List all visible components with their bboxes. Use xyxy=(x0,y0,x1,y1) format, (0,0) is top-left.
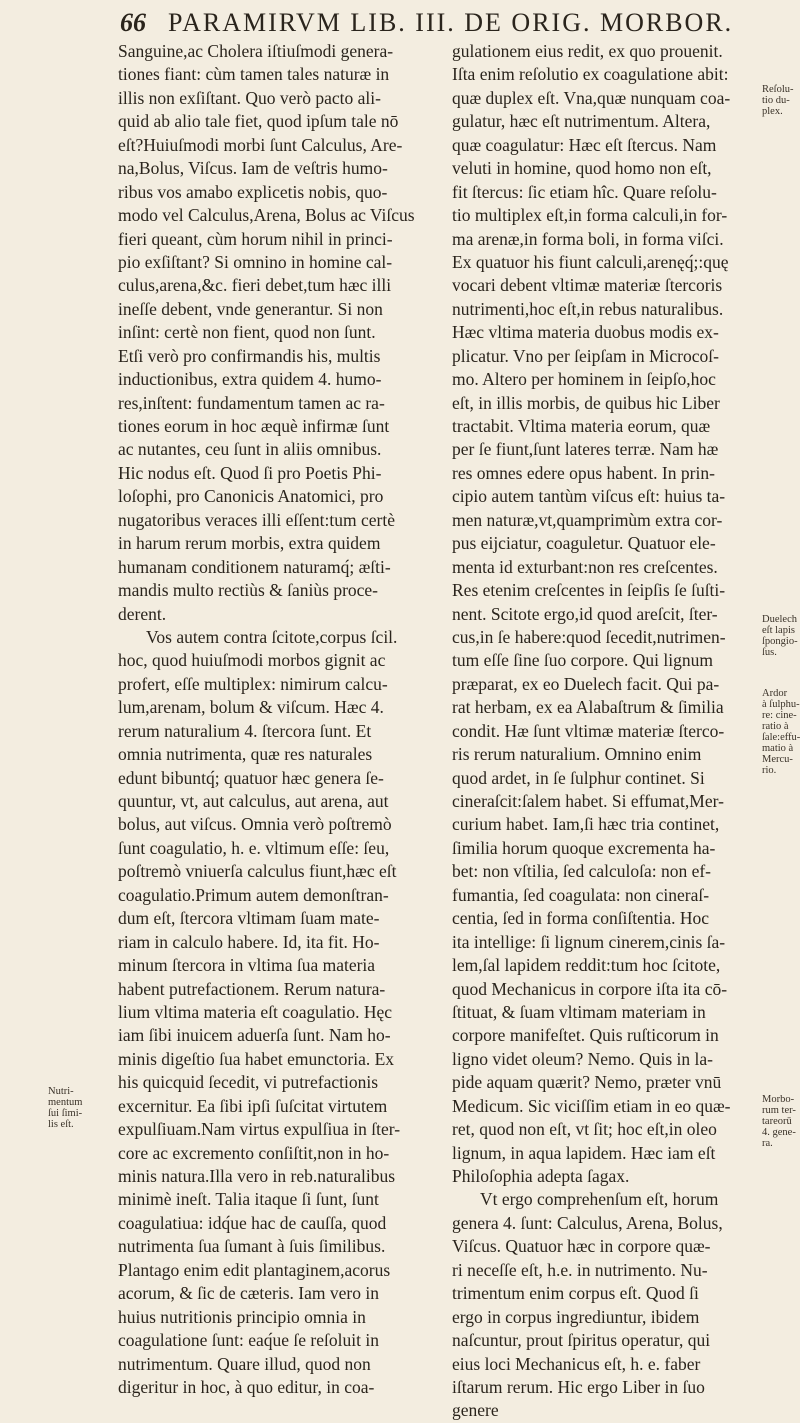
text-line: nent. Scitote ergo,id quod areſcit, ſter- xyxy=(452,603,718,624)
text-line: ligno videt oleum? Nemo. Quis in la- xyxy=(452,1048,713,1069)
text-line: curium habet. Iam,ſi hæc tria continet, xyxy=(452,814,720,835)
page-header xyxy=(120,8,760,42)
text-line: his quicquid ſecedit, vi putrefactionis xyxy=(118,1072,379,1093)
text-line: cus,in ſe habere:quod ſecedit,nutrimen- xyxy=(452,626,726,647)
text-line: lignum, in aqua lapidem. Hæc iam eſt xyxy=(452,1142,716,1163)
text-line: acorum, & ſic de cæteris. Iam vero in xyxy=(118,1283,379,1304)
text-line: mandis multo rectiùs & ſaniùs proce- xyxy=(118,580,379,601)
text-line: ri neceſſe eſt, h.e. in nutrimento. Nu- xyxy=(452,1259,708,1280)
text-line: quæ coagulatur: Hæc eſt ſtercus. Nam xyxy=(452,134,717,155)
text-line: men naturæ,vt,quamprimùm extra cor- xyxy=(452,509,723,530)
text-line: res,inſtent: fundamentum tamen ac ra- xyxy=(118,392,385,413)
text-line: tum eſſe ſine ſuo corpore. Qui lignum xyxy=(452,650,713,671)
text-line: modo vel Calculus,Arena, Bolus ac Viſcus xyxy=(118,205,415,226)
text-line: poſtremò vniuerſa calculus fiunt,hæc eſt xyxy=(118,861,397,882)
text-line: fieri queant, cùm horum nihil in princi- xyxy=(118,228,393,249)
text-line: res omnes edere opus habent. In prin- xyxy=(452,462,715,483)
text-line: menta id exturbant:non res creſcentes. xyxy=(452,556,718,577)
text-line: corpore manifeſtet. Quis ruſticorum in xyxy=(452,1025,719,1046)
text-line: genere xyxy=(452,1400,499,1421)
text-line: ſimilia horum quoque excrementa ha- xyxy=(452,837,716,858)
margin-note: Nutri- mentum ſui ſimi- lis eſt. xyxy=(48,1086,83,1130)
text-line: minum ſtercora in vltima ſua materia xyxy=(118,955,376,976)
text-line: Ex quatuor his fiunt calculi,arenęq́;:quę xyxy=(452,251,729,272)
text-line: loſophi, pro Canonicis Anatomici, pro xyxy=(118,486,384,507)
text-line: condit. Hæ ſunt vltimæ materiæ ſterco- xyxy=(452,720,725,741)
text-line: præparat, ex eo Duelech facit. Qui pa- xyxy=(452,673,720,694)
text-line: core ac excremento conſiſtit,non in ho- xyxy=(118,1142,390,1163)
text-line: Sanguine,ac Cholera iſtiuſmodi genera- xyxy=(118,41,394,61)
text-line: lem,ſal lapidem reddit:tum hoc ſcitote, xyxy=(452,955,721,976)
text-line: Iſta enim reſolutio ex coagulatione abit: xyxy=(452,64,729,85)
text-line: quod Mechanicus in corpore iſta ita cō- xyxy=(452,978,728,999)
text-line: inſint: certè non fient, quod non ſunt. xyxy=(118,322,376,343)
text-line: ac nutantes, ceu ſunt in aliis omnibus. xyxy=(118,439,382,460)
text-line: fumantia, ſed coagulata: non cineraſ- xyxy=(452,884,710,905)
text-line: minis digeſtio ſua habet emunctoria. Ex xyxy=(118,1048,395,1069)
text-line: centia, ſed in forma conſiſtentia. Hoc xyxy=(452,908,710,929)
text-line: mo. Altero per hominem in ſeipſo,hoc xyxy=(452,369,716,390)
text-line: na,Bolus, Viſcus. Iam de veſtris humo- xyxy=(118,158,388,179)
text-line: minis natura.Illa vero in reb.naturalibus xyxy=(118,1166,396,1186)
text-line: trimentum enim corpus eſt. Quod ſi xyxy=(452,1283,699,1304)
text-line: nutrimenta ſua ſumant à ſuis ſimilibus. xyxy=(118,1236,386,1257)
text-line: bet: non vſtilia, ſed calculoſa: non ef- xyxy=(452,861,712,882)
text-line: ergo in corpus ingrediuntur, ibidem xyxy=(452,1306,700,1327)
page-number: 66 xyxy=(120,8,146,37)
text-line: ribus vos amabo explicetis nobis, quo- xyxy=(118,181,388,202)
text-line: humanam conditionem naturamq́; æſti- xyxy=(118,556,391,577)
text-line: gulationem eius redit, ex quo prouenit. xyxy=(452,41,723,61)
text-line: bolus, aut viſcus. Omnia verò poſtremò xyxy=(118,814,392,835)
text-line: genera 4. ſunt: Calculus, Arena, Bolus, xyxy=(452,1212,723,1233)
text-line: quuntur, vt, aut calculus, aut arena, aut xyxy=(118,791,389,811)
text-line: quæ duplex eſt. Vna,quæ nunquam coa- xyxy=(452,87,731,108)
text-line: rerum naturalium 4. ſtercora ſunt. Et xyxy=(118,720,372,741)
text-line: pus eijciatur, coaguletur. Quatuor ele- xyxy=(452,533,716,554)
text-line: nutrimentum. Quare illud, quod non xyxy=(118,1353,371,1374)
text-line: edunt bibuntq́; quatuor hæc genera ſe- xyxy=(118,767,384,788)
text-line: Vos autem contra ſcitote,corpus ſcil. xyxy=(146,626,398,647)
text-line: riam in calculo habere. Id, ita fit. Ho- xyxy=(118,931,380,952)
text-line: minimè ineſt. Talia itaque ſi ſunt, ſunt xyxy=(118,1189,379,1210)
text-line: fit ſtercus: ſic etiam hîc. Quare reſolu- xyxy=(452,181,717,202)
text-line: expulſiuam.Nam virtus expulſiua in ſter- xyxy=(118,1119,401,1140)
text-line: habent putrefactionem. Rerum natura- xyxy=(118,978,386,999)
margin-note: Ardor à ſulphu- re: cine- ratio à ſale:effu- matio à Mercu- rio. xyxy=(762,688,800,776)
text-line: ſtituat, & ſuam vltimam materiam in xyxy=(452,1001,706,1022)
text-line: Philoſophia adepta ſagax. xyxy=(452,1166,630,1186)
text-line: lum,arenam, bolum & viſcum. Hæc 4. xyxy=(118,697,384,718)
text-line: cineraſcit:ſalem habet. Si effumat,Mer- xyxy=(452,791,724,811)
text-line: Hæc vltima materia duobus modis ex- xyxy=(452,322,719,343)
text-line: per ſe fiunt,ſunt lateres terræ. Nam hæ xyxy=(452,439,719,460)
text-line: coagulatio.Primum autem demonſtran- xyxy=(118,884,389,905)
text-line: ita intellige: ſi lignum cinerem,cinis ſa- xyxy=(452,931,726,952)
text-line: Plantago enim edit plantaginem,acorus xyxy=(118,1259,391,1280)
text-line: excernitur. Ea ſibi ipſi ſuſcitat virtutem xyxy=(118,1095,388,1116)
text-line: eſt, in illis morbis, de quibus hic Liber xyxy=(452,392,720,413)
text-line: iam ſibi inuicem aduerſa ſunt. Nam ho- xyxy=(118,1025,391,1046)
text-line: hoc, quod huiuſmodi morbos gignit ac xyxy=(118,650,386,671)
text-line: tractabit. Vltima materia eorum, quæ xyxy=(452,416,711,436)
text-line: ſunt coagulatio, h. e. vltimum eſſe: ſeu, xyxy=(118,837,390,858)
text-line: Res etenim creſcentes in ſeipſis ſe ſuſti- xyxy=(452,580,726,601)
text-line: inductionibus, extra quidem 4. humo- xyxy=(118,369,382,390)
text-line: Etſi verò pro confirmandis his, multis xyxy=(118,345,381,366)
text-line: rat herbam, ex ea Alabaſtrum & ſimilia xyxy=(452,697,724,718)
text-line: naſcuntur, prout ſpiritus operatur, qui xyxy=(452,1330,711,1351)
margin-note: Morbo- rum ter- tareorū 4. gene- ra. xyxy=(762,1094,796,1149)
text-line: lium vltima materia eſt coagulatio. Hęc xyxy=(118,1001,393,1022)
text-line: veluti in homine, quod homo non eſt, xyxy=(452,158,712,179)
margin-note: Reſolu- tio du- plex. xyxy=(762,84,794,117)
text-line: pio exſiſtant? Si omnino in homine cal- xyxy=(118,251,393,272)
text-line: nugatoribus veraces illi eſſent:tum certè xyxy=(118,509,395,530)
running-title: PARAMIRVM LIB. III. DE ORIG. MORBOR. xyxy=(168,8,734,37)
margin-note: Duelech eſt lapis ſpongio- ſus. xyxy=(762,614,798,658)
text-line: tiones fiant: cùm tamen tales naturæ in xyxy=(118,64,390,85)
text-line: iſtarum rerum. Hic ergo Liber in ſuo xyxy=(452,1376,705,1397)
text-line: quid ab alio tale fiet, quod ipſum tale nō xyxy=(118,111,399,132)
text-line: derent. xyxy=(118,603,167,624)
text-line: plicatur. Vno per ſeipſam in Microcoſ- xyxy=(452,345,719,366)
text-line: ret, quod non eſt, vt ſit; hoc eſt,in oleo xyxy=(452,1119,717,1140)
text-line: tiones eorum in hoc æquè infirmæ ſunt xyxy=(118,416,390,436)
text-line: coagulatione ſunt: eaq́ue ſe reſoluit in xyxy=(118,1330,379,1351)
text-line: tio multiplex eſt,in forma calculi,in for- xyxy=(452,205,728,226)
text-line: huius nutritionis principio omnia in xyxy=(118,1306,366,1327)
right-text-column xyxy=(452,40,756,1423)
text-line: coagulatiua: idq́ue hac de cauſſa, quod xyxy=(118,1212,387,1233)
text-line: pide aquam quærit? Nemo, præter vnū xyxy=(452,1072,722,1093)
text-line: nutrimenti,hoc eſt,in rebus naturalibus. xyxy=(452,298,724,319)
text-line: Hic nodus eſt. Quod ſi pro Poetis Phi- xyxy=(118,462,382,483)
text-line: profert, eſſe multiplex: nimirum calcu- xyxy=(118,673,388,694)
text-line: ris rerum naturalium. Omnino enim xyxy=(452,744,702,765)
text-line: culus,arena,&c. fieri debet,tum hæc illi xyxy=(118,275,392,296)
text-line: ineſſe debent, vnde generantur. Si non xyxy=(118,298,383,319)
text-line: eſt?Huiuſmodi morbi ſunt Calculus, Are- xyxy=(118,134,403,155)
text-line: gulatur, hæc eſt nutrimentum. Altera, xyxy=(452,111,711,132)
text-line: quod ardet, in ſe ſulphur continet. Si xyxy=(452,767,705,788)
text-line: Vt ergo comprehenſum eſt, horum xyxy=(480,1189,719,1210)
text-line: ma arenæ,in forma boli, in forma viſci. xyxy=(452,228,724,249)
text-line: in harum rerum morbis, extra quidem xyxy=(118,533,381,554)
text-line: Medicum. Sic viciſſim etiam in eo quæ- xyxy=(452,1095,731,1116)
left-text-column xyxy=(118,40,436,1399)
text-line: cipio autem tantùm viſcus eſt: huius ta- xyxy=(452,486,726,507)
text-line: Viſcus. Quatuor hæc in corpore quæ- xyxy=(452,1236,711,1257)
text-line: dum eſt, ſtercora vltimam ſuam mate- xyxy=(118,908,380,929)
text-line: omnia nutrimenta, quæ res naturales xyxy=(118,744,373,765)
text-line: vocari debent vltimæ materiæ ſtercoris xyxy=(452,275,723,296)
text-line: illis non exſiſtant. Quo verò pacto ali- xyxy=(118,87,381,108)
text-line: eius loci Mechanicus eſt, h. e. faber xyxy=(452,1353,701,1374)
text-line: digeritur in hoc, à quo editur, in coa- xyxy=(118,1376,375,1397)
